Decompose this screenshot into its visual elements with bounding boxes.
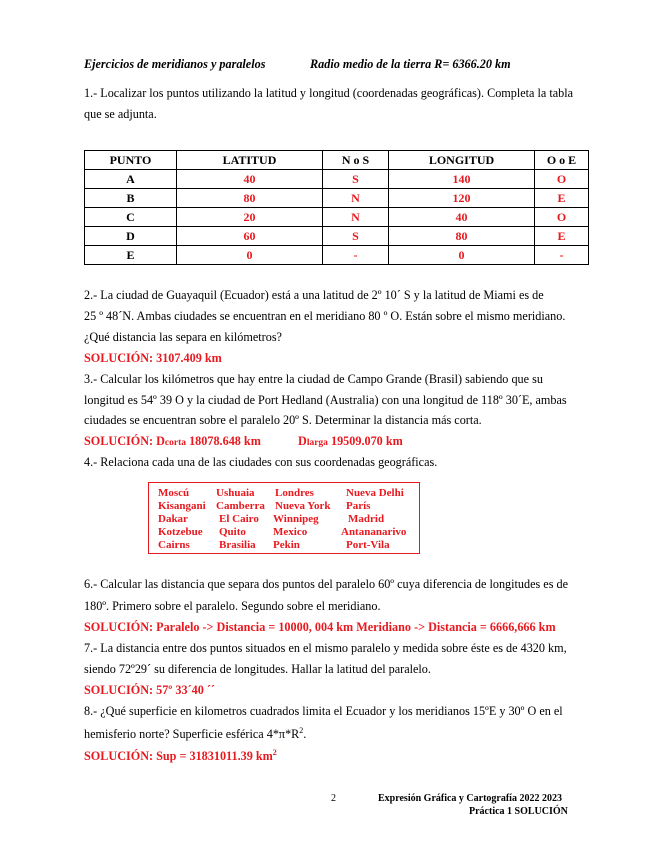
cell-n-o-s: N	[323, 189, 389, 208]
cell-punto: C	[85, 208, 177, 227]
ex3-val-corta: 18078.648 km	[186, 434, 261, 448]
ex3-d-larga: D	[298, 434, 307, 448]
col-header-o-o-e: O o E	[535, 151, 589, 170]
city: Nueva Delhi	[346, 487, 404, 499]
footer-course: Expresión Gráfica y Cartografía 2022 2023	[378, 793, 562, 804]
table-row	[85, 189, 589, 208]
cell-longitud: 0	[389, 246, 535, 265]
ex3-solution	[84, 434, 261, 449]
ex1-line2: que se adjunta.	[84, 107, 157, 121]
table-row	[85, 227, 589, 246]
cell-longitud: 140	[389, 170, 535, 189]
ex8-solution	[84, 748, 277, 764]
ex1-line1: 1.- Localizar los puntos utilizando la latitud y longitud (coordenadas geográficas). Completa la tabla	[84, 86, 574, 100]
city: Winnipeg	[273, 513, 319, 525]
col-header-latitud: LATITUD	[177, 151, 323, 170]
cell-longitud: 40	[389, 208, 535, 227]
table-row	[85, 246, 589, 265]
city: Nueva York	[275, 500, 331, 512]
ex2-line3: ¿Qué distancia las separa en kilómetros?	[84, 330, 282, 344]
ex3-solution-larga	[298, 434, 403, 449]
ex7-solution: SOLUCIÓN: 57º 33´40 ´´	[84, 683, 215, 697]
ex8-line2-sup: 2	[299, 726, 304, 735]
ex7-line2: siendo 72º29´ su diferencia de longitudes. Hallar la latitud del paralelo.	[84, 662, 431, 676]
city: Pekin	[273, 539, 300, 551]
city: Dakar	[158, 513, 188, 525]
col-header-punto: PUNTO	[85, 151, 177, 170]
cell-o-o-e: O	[535, 170, 589, 189]
cell-n-o-s: -	[323, 246, 389, 265]
cell-n-o-s: S	[323, 170, 389, 189]
city: Cairns	[158, 539, 190, 551]
ex4-line1: 4.- Relaciona cada una de las ciudades con sus coordenadas geográficas.	[84, 455, 438, 469]
city: Camberra	[216, 500, 265, 512]
ex3-val-larga: 19509.070 km	[327, 434, 403, 448]
cell-latitud: 40	[177, 170, 323, 189]
cell-punto: B	[85, 189, 177, 208]
ex8-line1: 8.- ¿Qué superficie en kilometros cuadrados limita el Ecuador y los meridianos 15ºE y 30º O en el	[84, 704, 563, 718]
cell-o-o-e: E	[535, 227, 589, 246]
coordinates-table	[84, 150, 589, 265]
ex3-sub-larga: larga	[306, 438, 328, 448]
ex8-line2-suffix: .	[303, 727, 307, 742]
city: París	[346, 500, 371, 512]
table-row	[85, 208, 589, 227]
col-header-longitud: LONGITUD	[389, 151, 535, 170]
ex3-solution-prefix: SOLUCIÓN: D	[84, 434, 165, 448]
ex6-line2: 180º. Primero sobre el paralelo. Segundo sobre el meridiano.	[84, 599, 381, 613]
footer-practice: Práctica 1 SOLUCIÓN	[469, 806, 568, 817]
cell-latitud: 0	[177, 246, 323, 265]
ex3-line2: longitud es 54º 39 O y la ciudad de Port Hedland (Australia) con una longitud de 118º 30´E, ambas	[84, 393, 567, 407]
ex3-line3: ciudades se encuentran sobre el paralelo 20º S. Determinar la distancia más corta.	[84, 413, 482, 427]
city: Quito	[219, 526, 246, 538]
cell-longitud: 120	[389, 189, 535, 208]
ex8-line2-text: hemisferio norte? Superficie esférica 4*π*R	[84, 727, 300, 742]
city: El Cairo	[219, 513, 259, 525]
city: Antananarivo	[341, 526, 407, 538]
ex8-line2	[84, 726, 306, 742]
city: Londres	[275, 487, 314, 499]
city: Kisangani	[158, 500, 206, 512]
city: Moscú	[158, 487, 190, 499]
city: Kotzebue	[158, 526, 203, 538]
cell-o-o-e: E	[535, 189, 589, 208]
city: Madrid	[348, 513, 385, 525]
cell-o-o-e: -	[535, 246, 589, 265]
ex8-solution-text: SOLUCIÓN: Sup = 31831011.39 km	[84, 749, 273, 764]
ex2-line1: 2.- La ciudad de Guayaquil (Ecuador) está a una latitud de 2º 10´ S y la latitud de Miami es de	[84, 288, 544, 302]
cell-punto: A	[85, 170, 177, 189]
cell-punto: D	[85, 227, 177, 246]
table-header-row	[85, 151, 589, 170]
cell-o-o-e: O	[535, 208, 589, 227]
cell-latitud: 60	[177, 227, 323, 246]
ex2-solution: SOLUCIÓN: 3107.409 km	[84, 351, 222, 365]
city: Port-Vila	[346, 539, 390, 551]
ex6-solution: SOLUCIÓN: Paralelo -> Distancia = 10000, 004 km Meridiano -> Distancia = 6666,666 km	[84, 620, 556, 634]
ex3-sub-corta: corta	[164, 438, 187, 448]
city: Ushuaia	[216, 487, 255, 499]
page-number: 2	[331, 793, 336, 804]
ex2-line2: 25 º 48´N. Ambas ciudades se encuentran en el meridiano 80 º O. Están sobre el mismo meridiano.	[84, 309, 566, 323]
cities-box	[148, 482, 420, 554]
cell-latitud: 20	[177, 208, 323, 227]
city: Brasilia	[219, 539, 256, 551]
ex3-line1: 3.- Calcular los kilómetros que hay entre la ciudad de Campo Grande (Brasil) sabiendo que su	[84, 372, 543, 386]
cell-longitud: 80	[389, 227, 535, 246]
cell-latitud: 80	[177, 189, 323, 208]
table-row	[85, 170, 589, 189]
ex8-solution-sup: 2	[272, 748, 277, 757]
city: Mexico	[273, 526, 308, 538]
ex7-line1: 7.- La distancia entre dos puntos situados en el mismo paralelo y medida sobre éste es de 4320 km,	[84, 641, 567, 655]
cell-n-o-s: S	[323, 227, 389, 246]
cell-punto: E	[85, 246, 177, 265]
document-title: Ejercicios de meridianos y paralelos	[84, 57, 266, 71]
cell-n-o-s: N	[323, 208, 389, 227]
earth-radius: Radio medio de la tierra R= 6366.20 km	[310, 57, 511, 71]
ex6-line1: 6.- Calcular las distancia que separa dos puntos del paralelo 60º cuya diferencia de longitudes es de	[84, 577, 569, 591]
col-header-n-o-s: N o S	[323, 151, 389, 170]
